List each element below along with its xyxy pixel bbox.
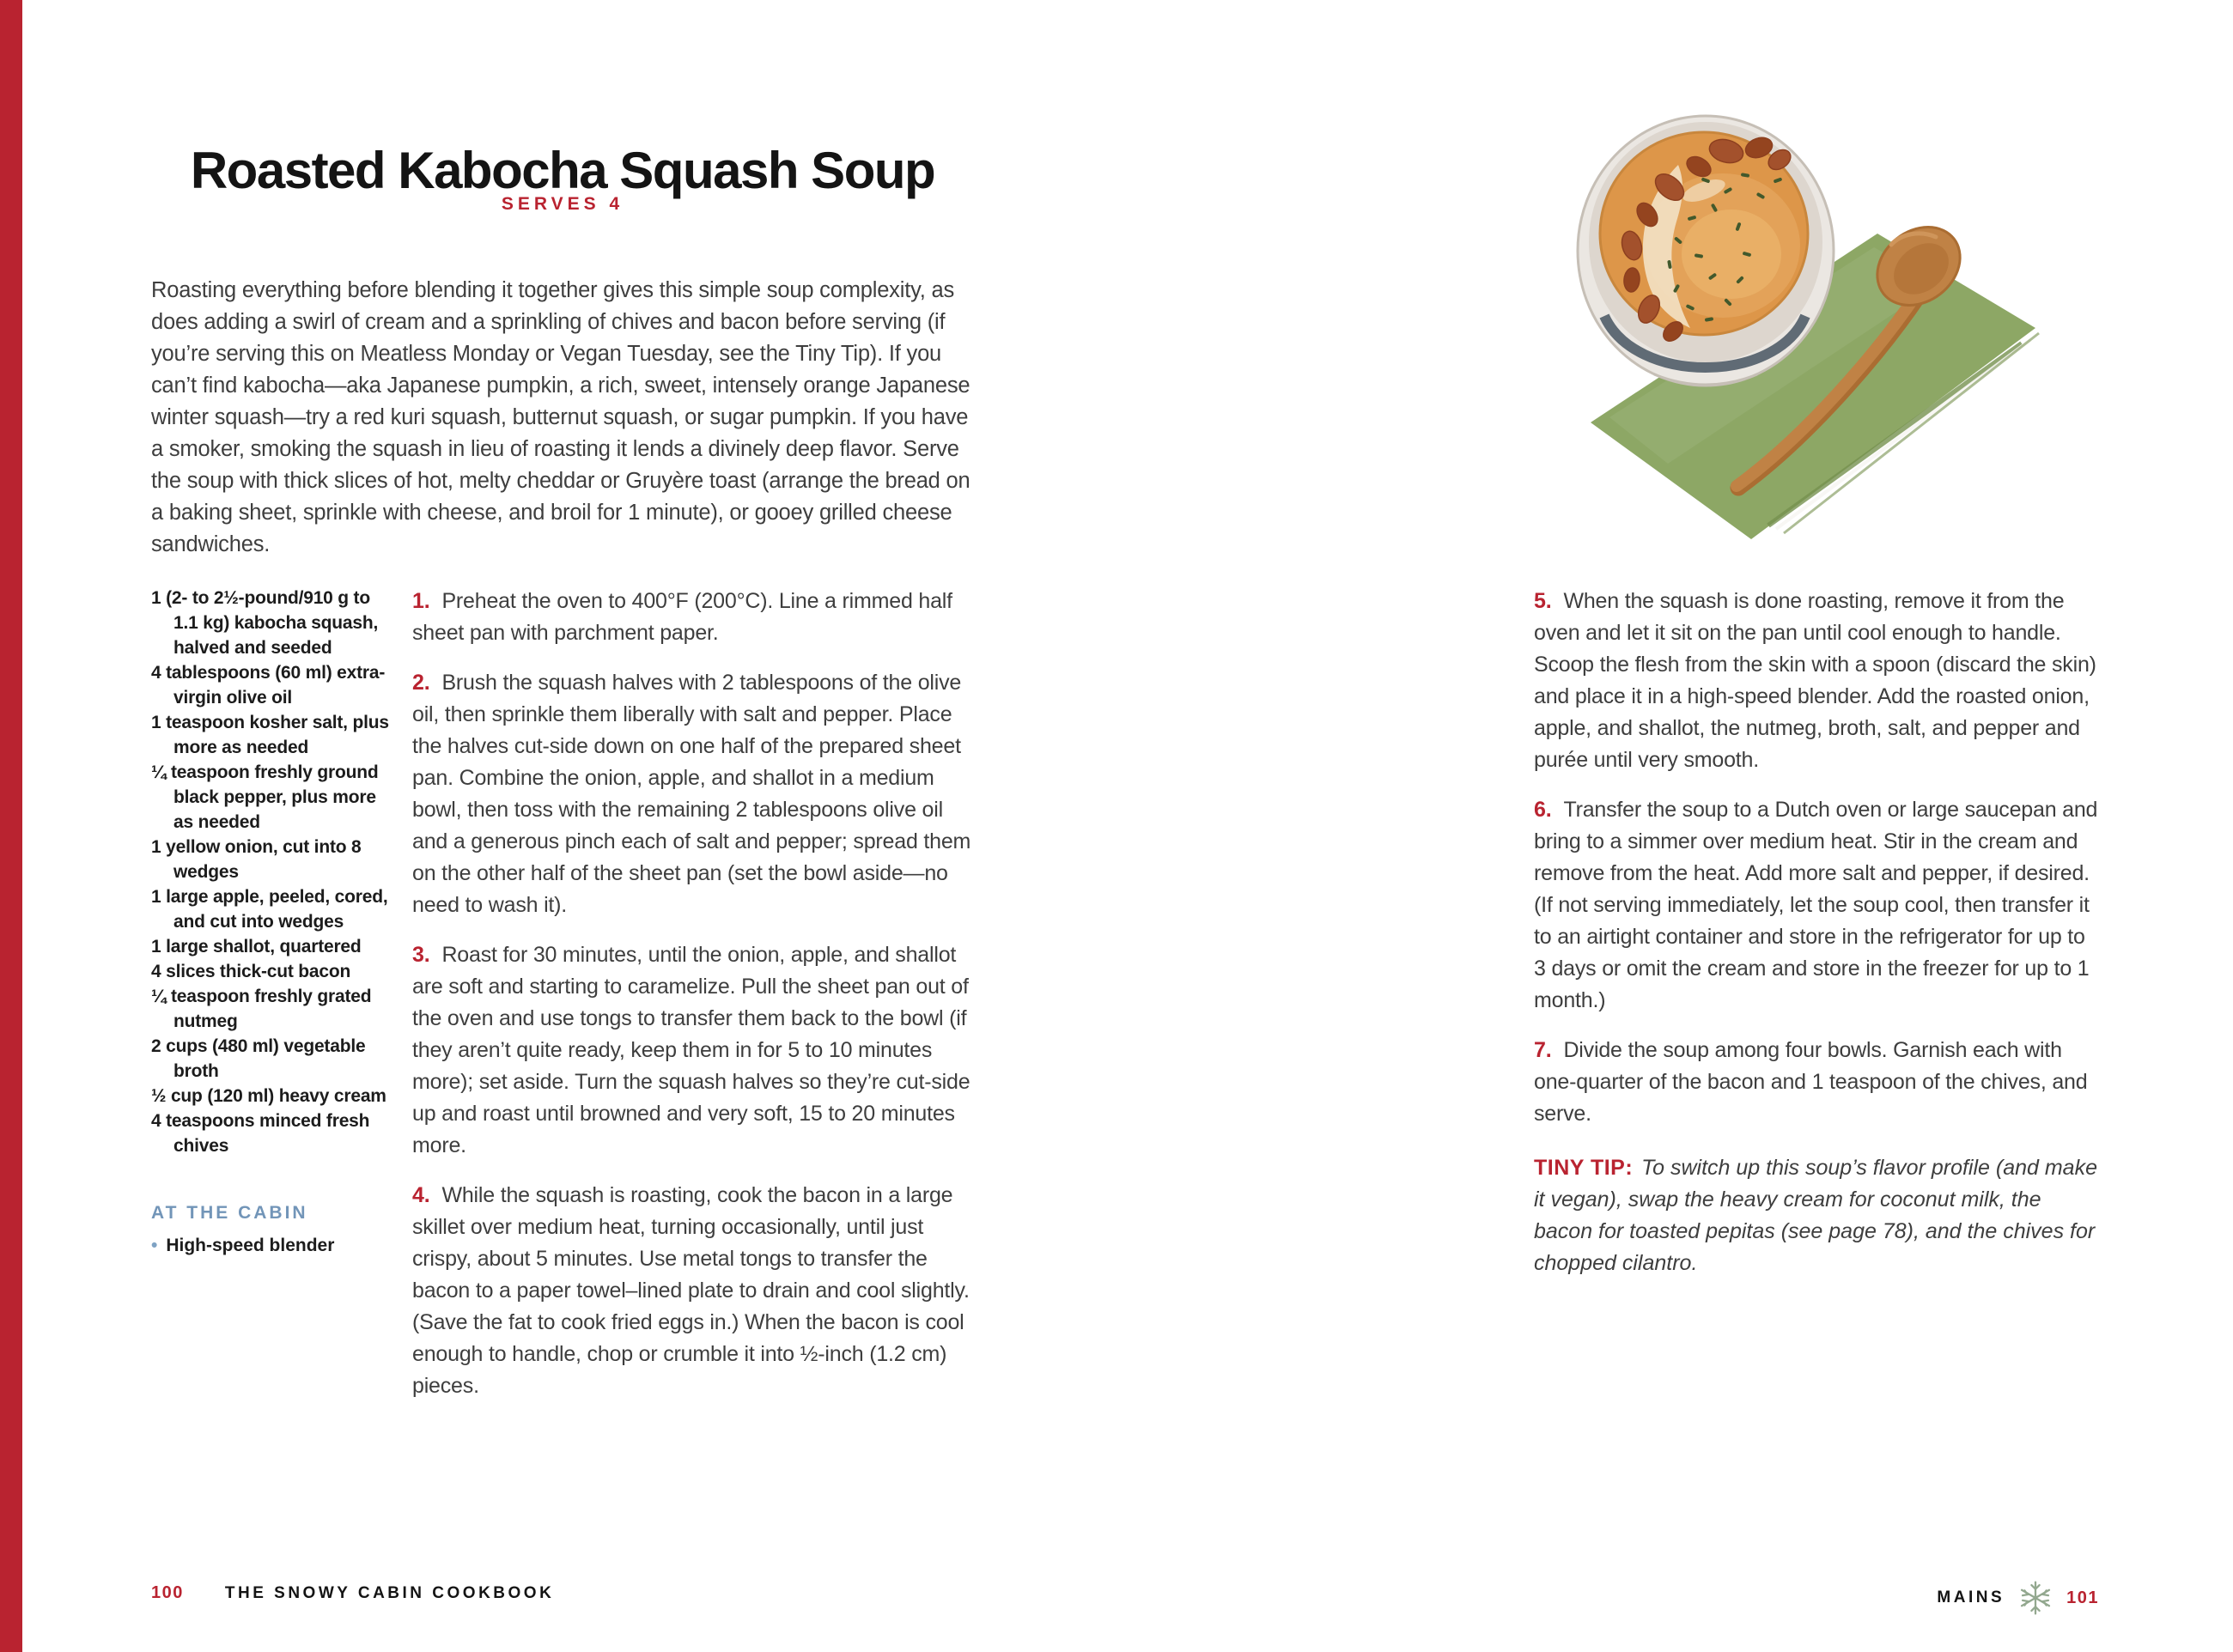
ingredient-item: 2 cups (480 ml) vegetable broth [151, 1036, 366, 1081]
serves-line: SERVES 4 [501, 194, 624, 214]
tiny-tip-label: TINY TIP: [1534, 1156, 1634, 1180]
step-text: While the squash is roasting, cook the bacon in a large skillet over medium heat, turning occasionally, until just crispy, about 5 minutes. Use metal tongs to transfer the bacon to a paper towel–lined plate to drain and cool slightly. (Save the fat to cook fried eggs in.) When the bacon is cool enough to handle, chop or crumble it into ½-inch (1.2 cm) pieces. [412, 1183, 970, 1398]
equipment-text: High-speed blender [166, 1236, 335, 1255]
step-item [412, 586, 983, 649]
recipe-title: Roasted Kabocha Squash Soup [190, 142, 935, 200]
bullet-icon: • [151, 1236, 158, 1255]
step-text: Brush the squash halves with 2 tablespoons of the olive oil, then sprinkle them liberally with salt and pepper. Place the halves cut-side down on one half of the prepared sheet pan. Combine the onion, apple, and shallot in a medium bowl, then toss with the remaining 2 tablespoons olive oil and a generous pinch each of salt and pepper; spread them on the other half of the sheet pan (set the bowl aside—no need to wash it). [412, 671, 971, 917]
ingredient-item: ½ cup (120 ml) heavy cream [151, 1086, 386, 1106]
ingredient-item: 1 teaspoon kosher salt, plus more as needed [151, 713, 389, 757]
instructions-left-column [412, 586, 983, 1420]
step-item [412, 1180, 983, 1402]
instructions-right-column [1534, 586, 2101, 1279]
book-title: THE SNOWY CABIN COOKBOOK [224, 1584, 555, 1602]
ingredient-item: 1 (2- to 2½-pound/910 g to 1.1 kg) kabocha squash, halved and seeded [151, 588, 379, 658]
footer-left [151, 1583, 554, 1603]
intro-paragraph: Roasting everything before blending it together gives this simple soup complexity, as does adding a swirl of cream and a sprinkling of chives and bacon before serving (if you’re serving this on Meatless Monday or Vegan Tuesday, see the Tiny Tip). If you can’t find kabocha—aka Japanese pumpkin, a rich, sweet, intensely orange Japanese winter squash—try a red kuri squash, butternut squash, or sugar pumpkin. If you have a smoker, smoking the squash in lieu of roasting it lends a divinely deep flavor. Serve the soup with thick slices of hot, melty cheddar or Gruyère toast (arrange the bread on a baking sheet, sprinkle with cheese, and broil for 1 minute), or gooey grilled cheese sandwiches. [151, 277, 970, 556]
ingredient-item: ¼ teaspoon freshly ground black pepper, plus more as needed [151, 762, 379, 832]
step-number: 7. [1534, 1038, 1552, 1062]
at-the-cabin-label: AT THE CABIN [151, 1203, 308, 1223]
step-text: Divide the soup among four bowls. Garnish each with one-quarter of the bacon and 1 teaspoon of the chives, and serve. [1534, 1038, 2088, 1126]
step-number: 2. [412, 671, 430, 695]
step-item [412, 939, 983, 1162]
page-number-left: 100 [151, 1583, 184, 1602]
step-text: Transfer the soup to a Dutch oven or large saucepan and bring to a simmer over medium heat. Stir in the cream and remove from the heat. Add more salt and pepper, if desired. (If not serving immediately, let the soup cool, then transfer it to an airtight container and store in the refrigerator for up to 3 days or omit the cream and store in the freezer for up to 1 month.) [1534, 798, 2098, 1012]
step-number: 5. [1534, 589, 1552, 613]
step-item [1534, 794, 2101, 1017]
cabin-equipment-item [151, 1236, 390, 1256]
snowflake-icon [2016, 1578, 2055, 1618]
step-number: 4. [412, 1183, 430, 1207]
ingredient-item: 1 large shallot, quartered [151, 937, 362, 957]
step-number: 1. [412, 589, 430, 613]
tiny-tip [1534, 1152, 2101, 1279]
step-text: Preheat the oven to 400°F (200°C). Line a rimmed half sheet pan with parchment paper. [412, 589, 952, 645]
soup-bowl-illustration [1575, 86, 2106, 550]
step-item [412, 667, 983, 921]
page-edge-tab [0, 0, 22, 1652]
step-number: 3. [412, 943, 430, 967]
ingredient-item: 1 large apple, peeled, cored, and cut into wedges [151, 887, 388, 932]
ingredient-item: 1 yellow onion, cut into 8 wedges [151, 837, 362, 882]
step-item [1534, 586, 2101, 776]
ingredient-item: 4 tablespoons (60 ml) extra-virgin olive oil [151, 663, 386, 708]
footer-right [1937, 1578, 2099, 1618]
at-the-cabin-section [151, 1203, 390, 1256]
page-number-right: 101 [2066, 1588, 2099, 1607]
ingredients-list [151, 586, 390, 1256]
section-label: MAINS [1937, 1588, 2005, 1606]
step-text: Roast for 30 minutes, until the onion, apple, and shallot are soft and starting to caramelize. Pull the sheet pan out of the oven and use tongs to transfer them back to the bowl (if they aren’t quite ready, keep them in for 5 to 10 minutes more); set aside. Turn the squash halves so they’re cut-side up and roast until browned and very soft, 15 to 20 minutes more. [412, 943, 970, 1157]
soup-bowl [1578, 116, 1834, 386]
step-text: When the squash is done roasting, remove it from the oven and let it sit on the pan until cool enough to handle. Scoop the flesh from the skin with a spoon (discard the skin) and place it in a high-speed blender. Add the roasted onion, apple, and shallot, the nutmeg, broth, salt, and pepper and purée until very smooth. [1534, 589, 2096, 772]
ingredient-item: ¼ teaspoon freshly grated nutmeg [151, 987, 372, 1031]
ingredient-item: 4 teaspoons minced fresh chives [151, 1111, 370, 1156]
tiny-tip-text: To switch up this soup’s flavor profile (and make it vegan), swap the heavy cream for coconut milk, the bacon for toasted pepitas (see page 78), and the chives for chopped cilantro. [1534, 1156, 2097, 1275]
step-item [1534, 1035, 2101, 1130]
ingredient-item: 4 slices thick-cut bacon [151, 962, 351, 981]
step-number: 6. [1534, 798, 1552, 822]
